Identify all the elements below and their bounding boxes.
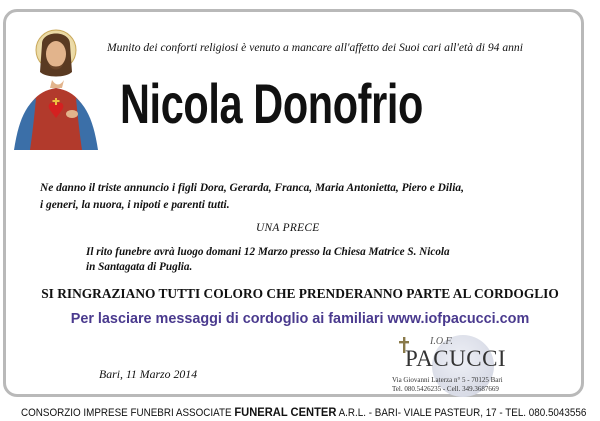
logo-name: PACUCCI	[405, 346, 507, 371]
sacred-heart-portrait-icon	[12, 28, 100, 150]
footer-suffix: A.R.L. - BARI- VIALE PASTEUR, 17 - TEL. 080.5043556	[336, 407, 587, 419]
condolence-website-link[interactable]: Per lasciare messaggi di cordoglio ai familiari www.iofpacucci.com	[70, 311, 530, 327]
dateline: Bari, 11 Marzo 2014	[99, 367, 198, 381]
footer-prefix: CONSORZIO IMPRESE FUNEBRI ASSOCIATE	[21, 407, 235, 419]
announcement-line: i generi, la nuora, i nipoti e parenti tutti.	[40, 199, 230, 211]
announcement-line: Ne danno il triste annuncio i figli Dora, Gerarda, Franca, Maria Antonietta, Piero e Dilia,	[40, 182, 464, 194]
funeral-line: in Santagata di Puglia.	[86, 261, 193, 273]
logo-phones: Tel. 080.5426235 - Cell. 349.3687669	[392, 385, 499, 393]
funeral-line: Il rito funebre avrà luogo domani 12 Marzo presso la Chiesa Matrice S. Nicola	[86, 246, 450, 258]
logo-contact	[392, 376, 503, 394]
announcement	[40, 180, 580, 214]
footer-consortium	[21, 405, 587, 419]
prayer-heading: UNA PRECE	[256, 222, 320, 234]
logo-address: Via Giovanni Laterza n° 5 - 70125 Bari	[392, 376, 503, 384]
deceased-name: Nicola Donofrio	[120, 72, 423, 135]
footer-brand: FUNERAL CENTER	[234, 405, 337, 419]
funeral-details	[86, 245, 566, 275]
thanks-line: SI RINGRAZIANO TUTTI COLORO CHE PRENDERANNO PARTE AL CORDOGLIO	[41, 286, 559, 301]
intro-line: Munito dei conforti religiosi è venuto a mancare all'affetto dei Suoi cari all'età di 94 anni	[107, 41, 523, 54]
logo-abbreviation: I.O.F.	[430, 336, 453, 347]
